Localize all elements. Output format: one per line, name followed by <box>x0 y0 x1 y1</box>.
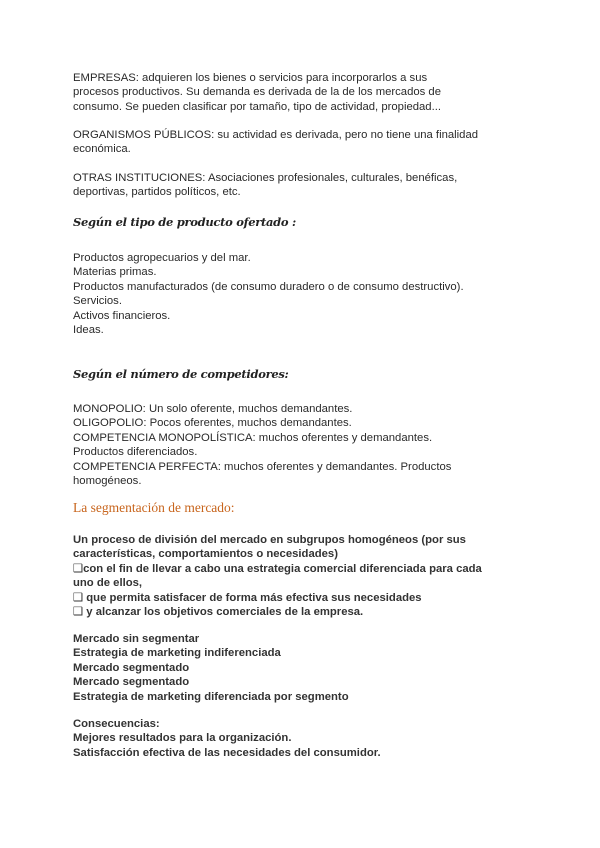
segmentacion-consecuencias <box>73 717 543 760</box>
text-line: ❑ y alcanzar los objetivos comerciales de la empresa. <box>73 606 364 619</box>
list-item: Servicios. <box>73 295 122 308</box>
text-line: OTRAS INSTITUCIONES: Asociaciones profesionales, culturales, benéficas, <box>73 172 458 184</box>
text-line: procesos productivos. Su demanda es derivada de la de los mercados de <box>73 86 441 99</box>
list-tipo-producto <box>73 251 543 337</box>
heading-tipo-producto: Según el tipo de producto ofertado : <box>73 215 296 229</box>
text-line: características, comportamientos o necesidades) <box>73 548 338 561</box>
text-line: Consecuencias: <box>73 718 160 730</box>
text-line: Satisfacción efectiva de las necesidades del consumidor. <box>73 746 381 759</box>
text-line: Un proceso de división del mercado en subgrupos homogéneos (por sus <box>73 534 466 546</box>
text-line: Estrategia de marketing diferenciada por segmento <box>73 690 349 703</box>
list-item: Ideas. <box>73 324 104 337</box>
list-item: MONOPOLIO: Un solo oferente, muchos demandantes. <box>73 403 353 415</box>
list-item: Materias primas. <box>73 266 157 279</box>
text-line: ❑ que permita satisfacer de forma más efectiva sus necesidades <box>73 591 422 604</box>
list-item: homogéneos. <box>73 475 142 488</box>
text-line: Mercado sin segmentar <box>73 633 200 645</box>
text-line: Mercado segmentado <box>73 661 190 674</box>
list-item: Productos diferenciados. <box>73 446 198 459</box>
paragraph-organismos <box>73 128 543 157</box>
list-item: Activos financieros. <box>73 309 171 322</box>
list-competidores <box>73 402 543 488</box>
text-line: Mejores resultados para la organización. <box>73 732 292 745</box>
text-line: Mercado segmentado <box>73 676 190 689</box>
text-line: uno de ellos, <box>73 577 143 590</box>
heading-segmentacion: La segmentación de mercado: <box>73 500 235 515</box>
text-line: Estrategia de marketing indiferenciada <box>73 647 281 660</box>
text-line: económica. <box>73 143 131 156</box>
paragraph-instituciones <box>73 171 543 200</box>
segmentacion-definicion <box>73 533 543 619</box>
list-item: OLIGOPOLIO: Pocos oferentes, muchos demandantes. <box>73 417 352 430</box>
text-line: ORGANISMOS PÚBLICOS: su actividad es derivada, pero no tiene una finalidad <box>73 129 479 141</box>
text-line: ❑con el fin de llevar a cabo una estrategia comercial diferenciada para cada <box>73 562 482 575</box>
segmentacion-estrategias <box>73 632 543 704</box>
heading-competidores: Según el número de competidores: <box>73 367 289 381</box>
list-item: Productos agropecuarios y del mar. <box>73 252 251 264</box>
list-item: COMPETENCIA PERFECTA: muchos oferentes y demandantes. Productos <box>73 460 452 473</box>
list-item: Productos manufacturados (de consumo duradero o de consumo destructivo). <box>73 280 464 293</box>
paragraph-empresas <box>73 71 543 114</box>
text-line: deportivas, partidos políticos, etc. <box>73 186 241 199</box>
text-line: EMPRESAS: adquieren los bienes o servicios para incorporarlos a sus <box>73 72 428 84</box>
list-item: COMPETENCIA MONOPOLÍSTICA: muchos oferentes y demandantes. <box>73 431 433 444</box>
text-line: consumo. Se pueden clasificar por tamaño, tipo de actividad, propiedad... <box>73 100 441 113</box>
